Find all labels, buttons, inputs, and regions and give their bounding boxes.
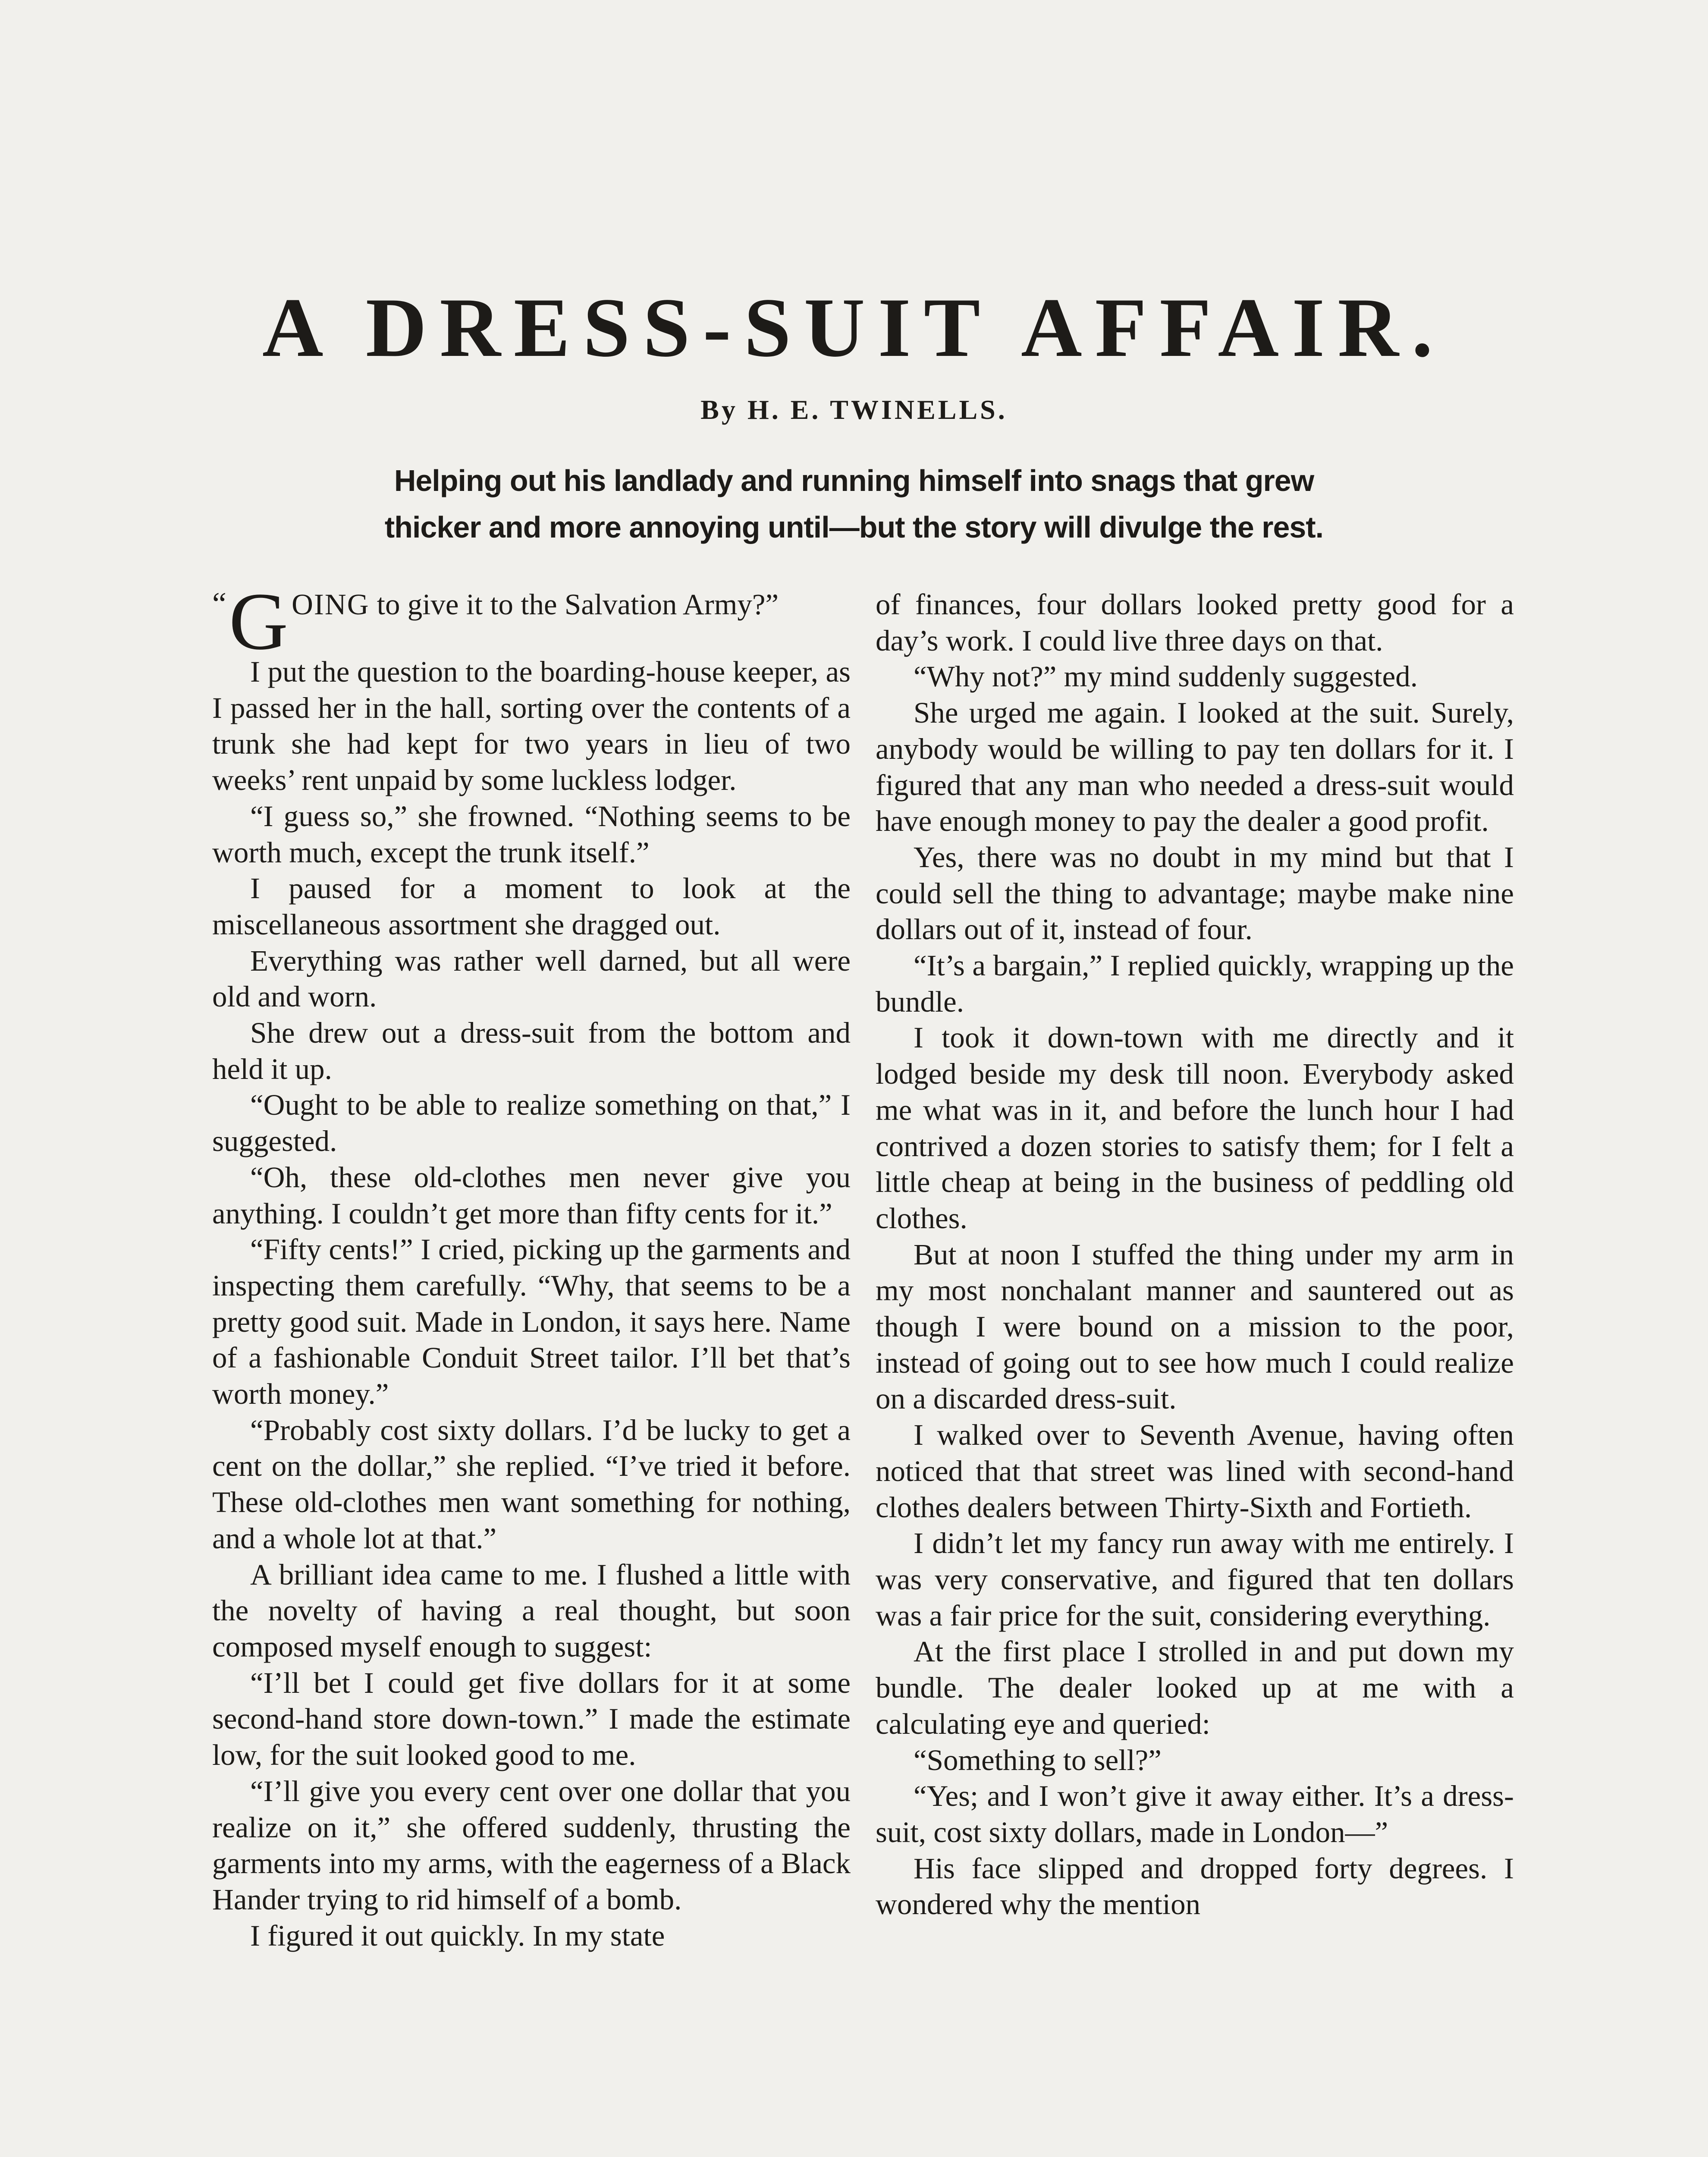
first-word-caps: OING <box>292 588 370 621</box>
byline: By H. E. TWINELLS. <box>700 394 1008 425</box>
paragraph: I took it down-town with me directly and it lodged beside my desk till noon. Everybody asked me what was in it, and before the lunch hour I had contrived a dozen stories to satisfy them; for I felt a little cheap at being in the business of peddling old clothes. <box>876 1021 1514 1235</box>
paragraph: “I guess so,” she frowned. “Nothing seems to be worth much, except the trunk itself.” <box>212 799 851 869</box>
continued-paragraph: of finances, four dollars looked pretty good for a day’s work. I could live three days on that. <box>876 588 1514 657</box>
paragraph: At the first place I strolled in and put down my bundle. The dealer looked up at me with a calculating eye and queried: <box>876 1635 1514 1740</box>
first-paragraph-text: to give it to the Salvation Army?” <box>369 588 779 621</box>
paragraph: Everything was rather well darned, but all were old and worn. <box>212 944 851 1013</box>
paragraph: “I’ll give you every cent over one dollar that you realize on it,” she offered suddenly, thrusting the garments into my arms, with the eagerness of a Black Hander trying to rid himself of a bomb. <box>212 1774 851 1916</box>
paragraph: I put the question to the boarding-house keeper, as I passed her in the hall, sorting over the contents of a trunk she had kept for two years in lieu of two weeks’ rent unpaid by some luckless lodger. <box>212 655 851 797</box>
paragraph: “Yes; and I won’t give it away either. It’s a dress-suit, cost sixty dollars, made in London—” <box>876 1780 1514 1849</box>
opening-paragraph <box>212 576 851 667</box>
paragraph: “Why not?” my mind suddenly suggested. <box>914 660 1418 693</box>
paragraph: She urged me again. I looked at the suit. Surely, anybody would be willing to pay ten dollars for it. I figured that any man who needed a dress-suit would have enough money to pay the dealer a good profit. <box>876 696 1514 838</box>
drop-cap-letter: G <box>229 576 289 667</box>
paragraph: “Fifty cents!” I cried, picking up the garments and inspecting them carefully. “Why, that seems to be a pretty good suit. Made in London, it says here. Name of a fashionable Conduit Street tailor. I’ll bet that’s worth money.” <box>212 1233 851 1411</box>
paragraph: “Probably cost sixty dollars. I’d be lucky to get a cent on the dollar,” she replied. “I’ve tried it before. These old-clothes men want something for nothing, and a whole lot at that.” <box>212 1413 851 1555</box>
paragraph: “I’ll bet I could get five dollars for it at some second-hand store down-town.” I made the estimate low, for the suit looked good to me. <box>212 1666 851 1772</box>
paragraph: I paused for a moment to look at the miscellaneous assortment she dragged out. <box>212 872 851 941</box>
story-title: A DRESS-SUIT AFFAIR. <box>262 281 1446 374</box>
paragraph: A brilliant idea came to me. I flushed a little with the novelty of having a real thought, but soon composed myself enough to suggest: <box>212 1558 851 1663</box>
paragraph: Yes, there was no doubt in my mind but that I could sell the thing to advantage; maybe make nine dollars out of it, instead of four. <box>876 840 1514 946</box>
paragraph: But at noon I stuffed the thing under my arm in my most nonchalant manner and sauntered out as though I were bound on a mission to the poor, instead of going out to see how much I could realize on a discarded dress-suit. <box>876 1238 1514 1415</box>
paragraph: I walked over to Seventh Avenue, having often noticed that that street was lined with second-hand clothes dealers between Thirty-Sixth and Fortieth. <box>876 1418 1514 1524</box>
paragraph: I didn’t let my fancy run away with me entirely. I was very conservative, and figured that ten dollars was a fair price for the suit, considering everything. <box>876 1527 1514 1632</box>
left-column <box>212 576 851 1954</box>
paragraph: “It’s a bargain,” I replied quickly, wrapping up the bundle. <box>876 949 1514 1018</box>
paragraph: I figured it out quickly. In my state <box>250 1919 665 1952</box>
story-deck: Helping out his landlady and running himself into snags that grew thicker and more annoying until—but the story will divulge the rest. <box>384 464 1324 544</box>
paragraph: She drew out a dress-suit from the bottom and held it up. <box>212 1016 851 1085</box>
paragraph: “Something to sell?” <box>914 1743 1162 1777</box>
right-column <box>876 587 1514 1923</box>
paragraph: His face slipped and dropped forty degrees. I wondered why the mention <box>876 1852 1514 1921</box>
paragraph: “Oh, these old-clothes men never give you anything. I couldn’t get more than fifty cents for it.” <box>212 1160 851 1230</box>
opening-quote-mark: “ <box>212 586 226 622</box>
paragraph: “Ought to be able to realize something on that,” I suggested. <box>212 1088 851 1158</box>
